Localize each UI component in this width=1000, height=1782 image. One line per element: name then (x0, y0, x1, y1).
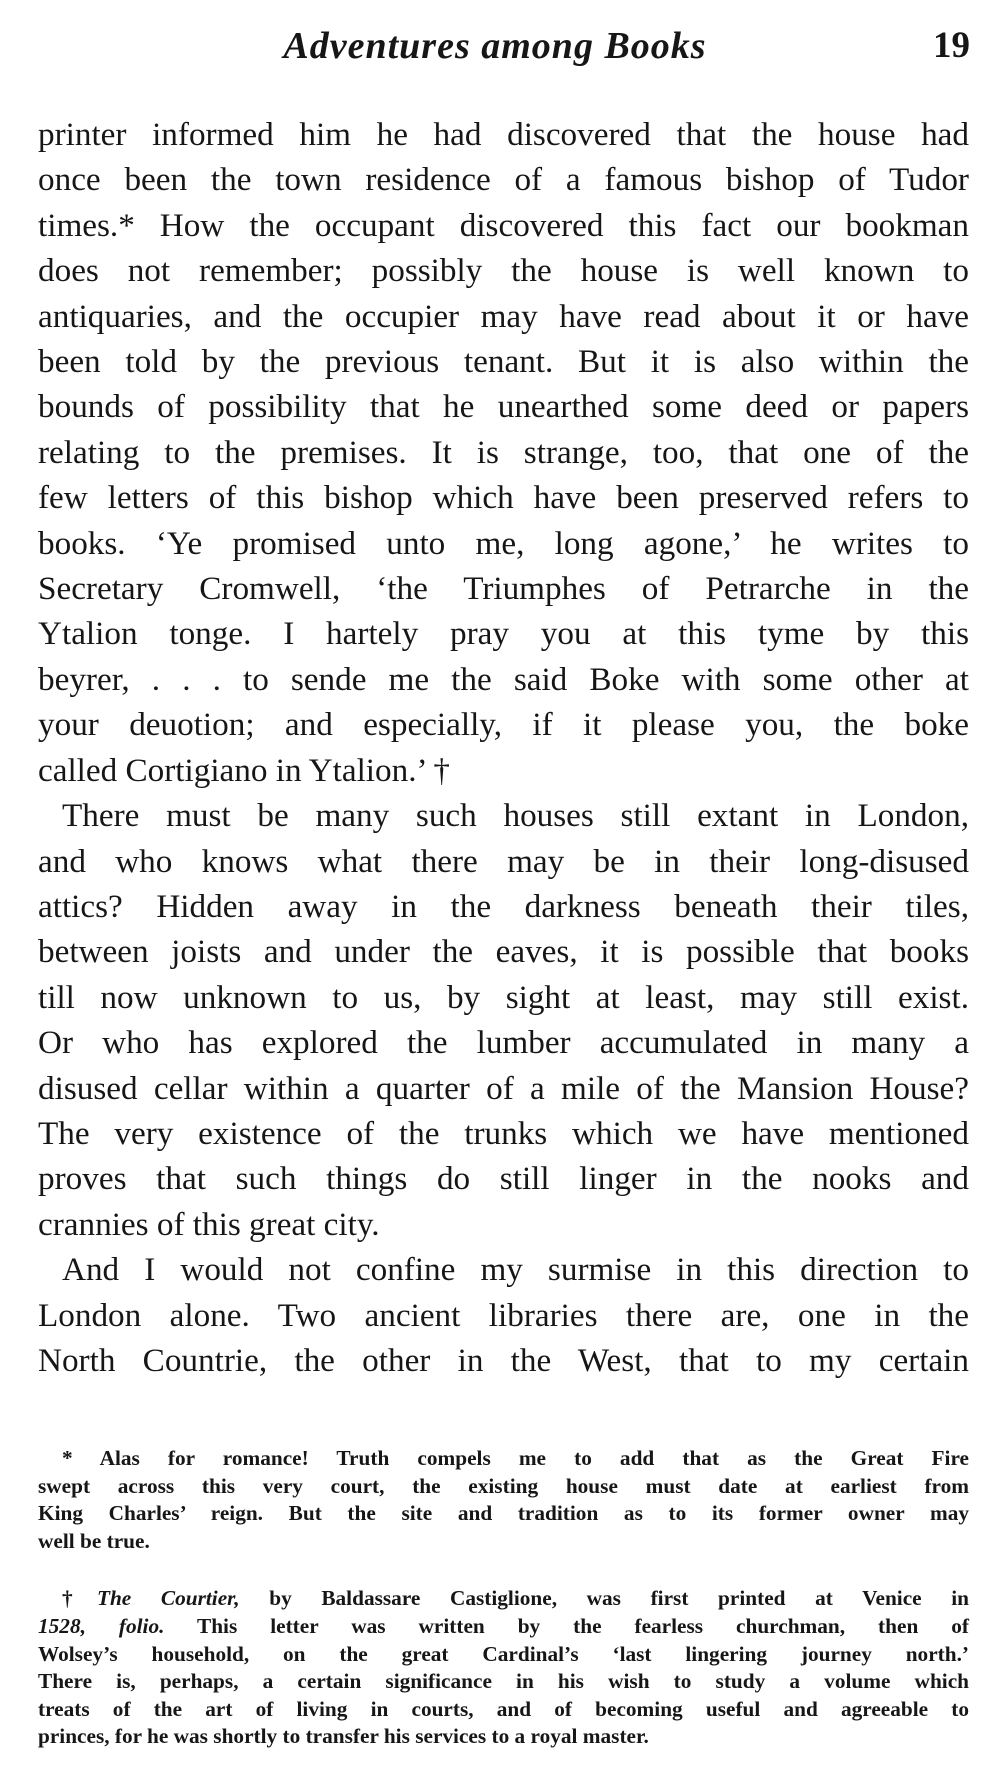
text-line: once been the town residence of a famous bishop of Tudor (38, 161, 969, 199)
footnote-line: * Alas for romance! Truth compels me to add that as the Great Fire (62, 1446, 969, 1470)
text-line: The very existence of the trunks which we have mentioned (38, 1114, 969, 1152)
text-line: Ytalion tonge. I hartely pray you at this tyme by this (38, 615, 969, 653)
text-line: disused cellar within a quarter of a mile of the Mansion House? (38, 1069, 969, 1107)
paragraph-2 (38, 793, 969, 1247)
footnote-line (38, 1585, 969, 1613)
footnote-1 (38, 1445, 969, 1555)
text-line: been told by the previous tenant. But it is also within the (38, 343, 969, 381)
text-line: And I would not confine my surmise in this direction to (62, 1251, 969, 1289)
footnote-line: Wolsey’s household, on the great Cardinal’s ‘last lingering journey north.’ (38, 1641, 969, 1666)
text-line: and who knows what there may be in their long-disused (38, 842, 969, 880)
text-line: relating to the premises. It is strange, too, that one of the (38, 433, 969, 471)
footnote-line (38, 1613, 969, 1641)
text-line: bounds of possibility that he unearthed some deed or papers (38, 388, 969, 426)
footnote-text: This letter was written by the fearless churchman, then of (197, 1613, 969, 1638)
text-line: Secretary Cromwell, ‘the Triumphes of Petrarche in the (38, 570, 969, 608)
page-number: 19 (933, 25, 970, 66)
text-line: few letters of this bishop which have been preserved refers to (38, 479, 969, 517)
footnote-text: by Baldassare Castiglione, was first printed at Venice in (269, 1586, 970, 1611)
paragraph-3 (38, 1247, 969, 1383)
text-line: beyrer, . . . to sende me the said Boke with some other at (38, 660, 969, 698)
footnote-line: princes, for he was shortly to transfer his services to a royal master. (38, 1724, 649, 1749)
text-line: your deuotion; and especially, if it please you, the boke (38, 706, 969, 744)
footnotes (38, 1445, 969, 1781)
running-head (0, 18, 1000, 74)
text-line: till now unknown to us, by sight at least, may still exist. (38, 978, 969, 1016)
text-line: printer informed him he had discovered that the house had (38, 116, 969, 153)
footnote-line: well be true. (38, 1528, 150, 1553)
text-line: times.* How the occupant discovered this fact our bookman (38, 206, 969, 244)
footnote-line: There is, perhaps, a certain significance in his wish to study a volume which (38, 1669, 969, 1694)
text-line: London alone. Two ancient libraries there are, one in the (38, 1296, 969, 1334)
book-title: The Courtier, (96, 1586, 240, 1611)
footnote-line: swept across this very court, the existing house must date at earliest from (38, 1473, 969, 1498)
dagger-mark: † (62, 1586, 97, 1611)
text-line: books. ‘Ye promised unto me, long agone,’ he writes to (38, 524, 969, 562)
running-title: Adventures among Books (283, 25, 707, 67)
footnote-line: treats of the art of living in courts, and of becoming useful and agreeable to (38, 1696, 969, 1721)
body-text (38, 112, 969, 1383)
text-line: called Cortigiano in Ytalion.’ † (38, 751, 450, 789)
text-line: North Countrie, the other in the West, that to my certain (38, 1341, 969, 1379)
footnote-2 (38, 1585, 969, 1751)
publication-year: 1528, folio. (38, 1613, 165, 1638)
text-line: crannies of this great city. (38, 1205, 380, 1243)
text-line: between joists and under the eaves, it is possible that books (38, 933, 969, 971)
text-line: does not remember; possibly the house is well known to (38, 252, 969, 290)
footnote-line: King Charles’ reign. But the site and tradition as to its former owner may (38, 1501, 969, 1526)
text-line: attics? Hidden away in the darkness beneath their tiles, (38, 887, 969, 925)
paragraph-1 (38, 112, 969, 793)
text-line: Or who has explored the lumber accumulated in many a (38, 1024, 969, 1062)
text-line: proves that such things do still linger in the nooks and (38, 1160, 969, 1198)
text-line: There must be many such houses still extant in London, (62, 797, 969, 835)
text-line: antiquaries, and the occupier may have read about it or have (38, 297, 969, 335)
